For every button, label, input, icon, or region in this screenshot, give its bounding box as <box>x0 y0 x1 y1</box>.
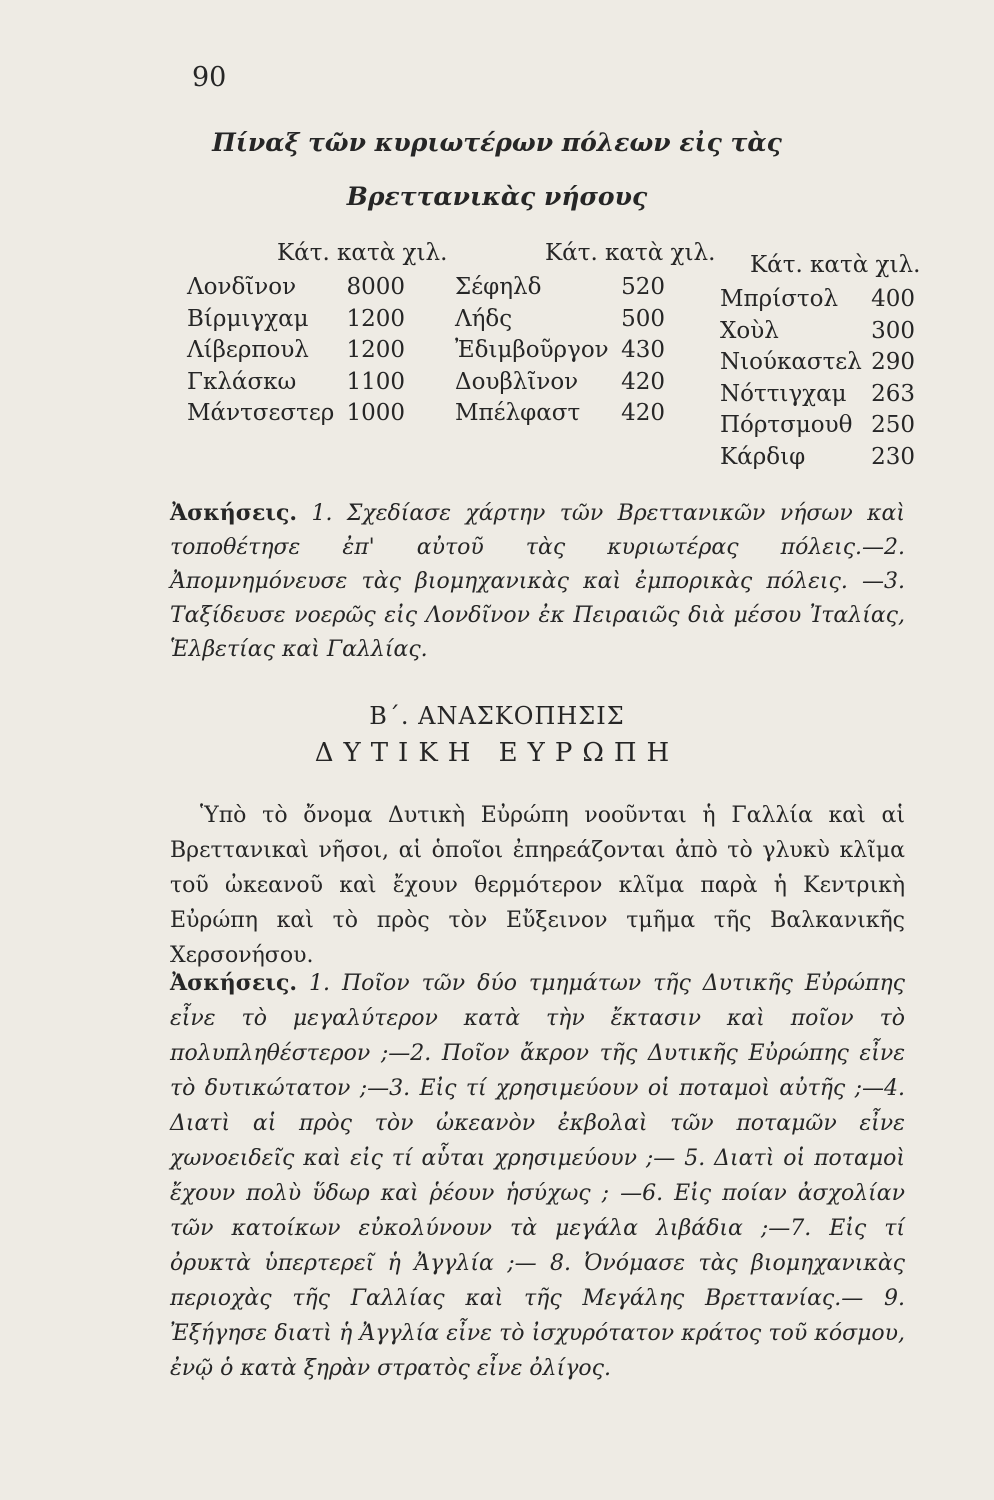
city-population: 400 <box>871 286 915 312</box>
city-name: Νόττιγχαμ <box>720 380 847 407</box>
column-header: Κάτ. κατὰ χιλ. <box>545 240 716 266</box>
section-heading: Β΄. ΑΝΑΣΚΟΠΗΣΙΣ <box>369 702 625 730</box>
page-number: 90 <box>192 62 227 93</box>
city-name: Σέφηλδ <box>455 274 542 300</box>
exercises-text: 1. Ποῖον τῶν δύο τμημάτων τῆς Δυτικῆς Εὐρώπης εἶνε τὸ μεγαλύτερον κατὰ τὴν ἔκτασιν καὶ ποῖον τὸ πολυπληθέστερον ;—2. Ποῖον ἄκρον τῆς Δυτικῆς Εὐρώπης εἶνε τὸ δυτικώτατον ;—3. Εἰς τί χρησιμεύουν οἱ ποταμοὶ αὐτῆς ;—4. Διατὶ αἱ πρὸς τὸν ὠκεανὸν ἐκβολαὶ τῶν ποταμῶν εἶνε χωνοειδεῖς καὶ εἰς τί αὗται χρησιμεύουν ;— 5. Διατὶ οἱ ποταμοὶ ἔχουν πολὺ ὕδωρ καὶ ῥέουν ἡσύχως ; —6. Εἰς ποίαν ἀσχολίαν τῶν κατοίκων εὐκολύνουν τὰ μεγάλα λιβάδια ;—7. Εἰς τί ὀρυκτὰ ὑπερτερεῖ ἡ Ἀγγλία ;— 8. Ὀνόμασε τὰς βιομηχανικὰς περιοχὰς τῆς Γαλλίας καὶ τῆς Μεγάλης Βρεττανίας.— 9. Ἐξήγησε διατὶ ἡ Ἀγγλία εἶνε τὸ ἰσχυρότατον κράτος τοῦ κόσμου, ἐνῷ ὁ κατὰ ξηρὰν στρατὸς εἶνε ὀλίγος. <box>170 971 905 1381</box>
table-row <box>720 410 915 442</box>
city-population: 1000 <box>346 400 405 426</box>
body-paragraph: Ὑπὸ τὸ ὄνομα Δυτικὴ Εὐρώπη νοοῦνται ἡ Γαλλία καὶ αἱ Βρεττανικαὶ νῆσοι, αἱ ὁποῖοι ἐπηρεάζονται ἀπὸ τὸ γλυκὺ κλῖμα τοῦ ὠκεανοῦ καὶ ἔχουν θερμότερον κλῖμα παρὰ ἡ Κεντρικὴ Εὐρώπη καὶ τὸ πρὸς τὸν Εὔξεινον τμῆμα τῆς Βαλκανικῆς Χερσονήσου. <box>170 803 905 968</box>
column-header: Κάτ. κατὰ χιλ. <box>277 240 448 266</box>
city-table-column-3 <box>720 252 921 473</box>
table-row <box>720 347 915 379</box>
city-name: Ἐδιμβοῦργον <box>455 337 609 363</box>
city-population: 250 <box>871 412 915 438</box>
city-name: Χοὺλ <box>720 317 779 344</box>
table-row <box>455 367 665 399</box>
table-row <box>455 272 665 304</box>
city-name: Δουβλῖνον <box>455 368 579 395</box>
table-row <box>187 304 405 336</box>
city-population: 1200 <box>346 337 405 363</box>
city-population: 520 <box>621 274 665 300</box>
table-row <box>187 335 405 367</box>
city-population: 290 <box>871 349 915 375</box>
table-title-line-1: Πίναξ τῶν κυριωτέρων πόλεων εἰς τὰς <box>212 128 782 157</box>
city-population: 1200 <box>346 305 405 332</box>
city-table-column-2 <box>455 240 716 430</box>
city-population: 1100 <box>346 368 405 395</box>
exercises-lead: Ἀσκήσεις. <box>170 500 298 526</box>
exercises-lead: Ἀσκήσεις. <box>170 970 298 996</box>
city-name: Γκλάσκω <box>187 368 297 395</box>
city-population: 263 <box>871 380 915 407</box>
table-row <box>720 379 915 411</box>
exercises-paragraph-2 <box>170 966 905 1386</box>
city-name: Κάρδιφ <box>720 443 806 470</box>
table-row <box>187 367 405 399</box>
table-row <box>720 284 915 316</box>
city-name: Λήδς <box>455 305 513 332</box>
city-name: Βίρμιγχαμ <box>187 305 309 332</box>
table-row <box>455 304 665 336</box>
table-row <box>187 398 405 430</box>
table-row <box>720 316 915 348</box>
city-name: Μάντσεστερ <box>187 400 335 426</box>
table-title-line-2: Βρεττανικὰς νήσους <box>346 182 648 211</box>
city-population: 300 <box>871 317 915 344</box>
exercises-text: 1. Σχεδίασε χάρτην τῶν Βρεττανικῶν νήσων καὶ τοποθέτησε ἐπ' αὐτοῦ τὰς κυριωτέρας πόλεις.—2. Ἀπομνημόνευσε τὰς βιομηχανικὰς καὶ ἐμπορικὰς πόλεις. —3. Ταξίδευσε νοερῶς εἰς Λονδῖνον ἐκ Πειραιῶς διὰ μέσου Ἰταλίας, Ἑλβετίας καὶ Γαλλίας. <box>170 501 905 662</box>
city-population: 430 <box>621 337 665 363</box>
table-row <box>455 335 665 367</box>
city-population: 420 <box>621 400 665 426</box>
table-row <box>187 272 405 304</box>
city-population: 500 <box>621 305 665 332</box>
table-row <box>720 442 915 474</box>
city-name: Μπέλφαστ <box>455 400 581 426</box>
city-table-column-1 <box>187 240 448 430</box>
city-name: Μπρίστολ <box>720 286 839 312</box>
section-subheading: ΔΥΤΙΚΗ ΕΥΡΩΠΗ <box>314 738 680 768</box>
city-name: Λίβερπουλ <box>187 337 309 363</box>
table-row <box>455 398 665 430</box>
city-name: Λονδῖνον <box>187 274 297 300</box>
city-population: 8000 <box>346 274 405 300</box>
city-population: 230 <box>871 443 915 470</box>
exercises-paragraph-1 <box>170 496 905 667</box>
city-population: 420 <box>621 368 665 395</box>
city-name: Νιούκαστελ <box>720 349 862 375</box>
city-name: Πόρτσμουθ <box>720 412 853 438</box>
column-header: Κάτ. κατὰ χιλ. <box>750 252 921 278</box>
